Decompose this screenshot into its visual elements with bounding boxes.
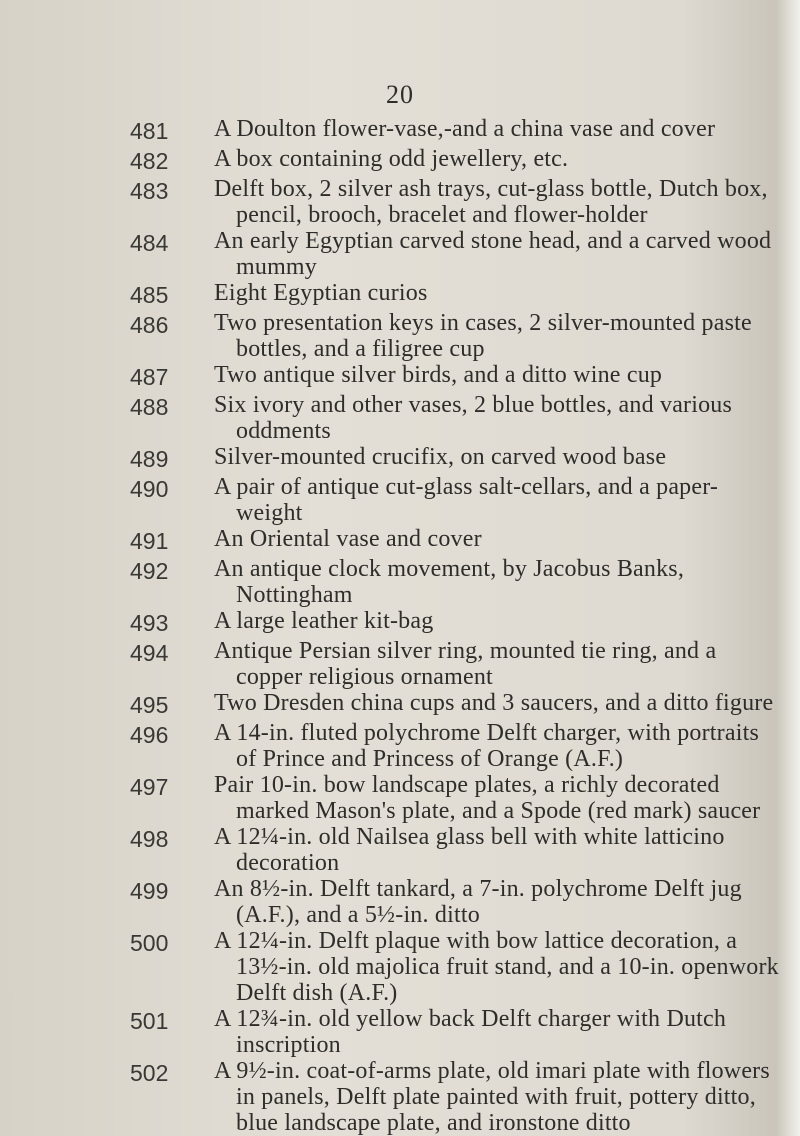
- lot-description-line: A Doulton flower-vase,-and a china vase and cover: [214, 116, 716, 142]
- lot-description-line: A 12¼-in. old Nailsea glass bell with white latticino: [214, 824, 725, 850]
- lot-description-line: mummy: [236, 254, 318, 280]
- lot-number: 489: [130, 446, 169, 472]
- lot-entry: [130, 1058, 790, 1136]
- lot-description-line: An antique clock movement, by Jacobus Banks,: [214, 556, 685, 582]
- lot-description: [214, 928, 790, 1006]
- lot-description: [214, 474, 790, 526]
- lot-number: 502: [130, 1060, 169, 1086]
- lot-entry: [130, 638, 790, 690]
- lot-description: [214, 362, 790, 388]
- lot-description-line: Two presentation keys in cases, 2 silver-mounted paste: [214, 310, 752, 336]
- lot-entry: [130, 772, 790, 824]
- lot-entry: [130, 228, 790, 280]
- lot-description: [214, 444, 790, 470]
- lot-number: 494: [130, 640, 169, 666]
- lot-number: 488: [130, 394, 169, 420]
- lot-number: 481: [130, 118, 169, 144]
- lot-number: 491: [130, 528, 169, 554]
- lot-description-line: Delft box, 2 silver ash trays, cut-glass bottle, Dutch box,: [214, 176, 768, 202]
- lot-entry: [130, 280, 790, 310]
- lot-number: 492: [130, 558, 169, 584]
- lot-list: [130, 116, 790, 1136]
- lot-description: [214, 638, 790, 690]
- lot-description-line: Antique Persian silver ring, mounted tie ring, and a: [214, 638, 717, 664]
- lot-description-line: Nottingham: [236, 582, 353, 608]
- lot-description-line: A 14-in. fluted polychrome Delft charger, with portraits: [214, 720, 759, 746]
- lot-entry: [130, 116, 790, 146]
- lot-description-line: in panels, Delft plate painted with fruit, pottery ditto,: [236, 1084, 756, 1110]
- lot-description: [214, 310, 790, 362]
- lot-entry: [130, 444, 790, 474]
- lot-description: [214, 176, 790, 228]
- lot-number: 498: [130, 826, 169, 852]
- lot-description-line: Six ivory and other vases, 2 blue bottles, and various: [214, 392, 733, 418]
- lot-description-line: Two antique silver birds, and a ditto wine cup: [214, 362, 663, 388]
- lot-number: 496: [130, 722, 169, 748]
- lot-description-line: weight: [236, 500, 303, 526]
- lot-description-line: A 12¾-in. old yellow back Delft charger with Dutch: [214, 1006, 727, 1032]
- lot-description: [214, 772, 790, 824]
- lot-entry: [130, 392, 790, 444]
- lot-description-line: blue landscape plate, and ironstone ditto: [236, 1110, 631, 1136]
- lot-description-line: A box containing odd jewellery, etc.: [214, 146, 569, 172]
- lot-entry: [130, 720, 790, 772]
- page-number: 20: [386, 80, 414, 109]
- lot-description-line: pencil, brooch, bracelet and flower-holder: [236, 202, 648, 228]
- lot-number: 482: [130, 148, 169, 174]
- lot-entry: [130, 876, 790, 928]
- lot-description-line: Silver-mounted crucifix, on carved wood base: [214, 444, 667, 470]
- lot-entry: [130, 1006, 790, 1058]
- lot-description-line: An 8½-in. Delft tankard, a 7-in. polychrome Delft jug: [214, 876, 742, 902]
- lot-description: [214, 392, 790, 444]
- lot-description-line: inscription: [236, 1032, 341, 1058]
- lot-entry: [130, 362, 790, 392]
- lot-entry: [130, 608, 790, 638]
- lot-description-line: marked Mason's plate, and a Spode (red mark) saucer: [236, 798, 761, 824]
- lot-description-line: A 9½-in. coat-of-arms plate, old imari plate with flowers: [214, 1058, 770, 1084]
- lot-description-line: oddments: [236, 418, 331, 444]
- lot-description: [214, 720, 790, 772]
- lot-description: [214, 1058, 790, 1136]
- lot-description-line: A large leather kit-bag: [214, 608, 434, 634]
- lot-description-line: A pair of antique cut-glass salt-cellars, and a paper-: [214, 474, 719, 500]
- lot-description-line: Two Dresden china cups and 3 saucers, and a ditto figure: [214, 690, 774, 716]
- lot-number: 501: [130, 1008, 169, 1034]
- lot-number: 499: [130, 878, 169, 904]
- lot-number: 497: [130, 774, 169, 800]
- lot-description-line: copper religious ornament: [236, 664, 493, 690]
- lot-description-line: An early Egyptian carved stone head, and a carved wood: [214, 228, 772, 254]
- lot-entry: [130, 310, 790, 362]
- lot-number: 486: [130, 312, 169, 338]
- lot-entry: [130, 474, 790, 526]
- lot-number: 490: [130, 476, 169, 502]
- lot-description: [214, 1006, 790, 1058]
- lot-number: 493: [130, 610, 169, 636]
- lot-number: 485: [130, 282, 169, 308]
- lot-description: [214, 876, 790, 928]
- lot-description-line: Delft dish (A.F.): [236, 980, 398, 1006]
- lot-description-line: Pair 10-in. bow landscape plates, a richly decorated: [214, 772, 720, 798]
- lot-description: [214, 228, 790, 280]
- lot-description-line: Eight Egyptian curios: [214, 280, 428, 306]
- lot-description-line: 13½-in. old majolica fruit stand, and a 10-in. openwork: [236, 954, 779, 980]
- lot-description: [214, 608, 790, 634]
- lot-entry: [130, 146, 790, 176]
- lot-number: 484: [130, 230, 169, 256]
- lot-number: 483: [130, 178, 169, 204]
- lot-description-line: A 12¼-in. Delft plaque with bow lattice decoration, a: [214, 928, 738, 954]
- lot-description-line: (A.F.), and a 5½-in. ditto: [236, 902, 480, 928]
- lot-description: [214, 556, 790, 608]
- lot-description-line: An Oriental vase and cover: [214, 526, 482, 552]
- lot-entry: [130, 824, 790, 876]
- lot-description-line: of Prince and Princess of Orange (A.F.): [236, 746, 624, 772]
- lot-number: 487: [130, 364, 169, 390]
- lot-description: [214, 146, 790, 172]
- lot-entry: [130, 526, 790, 556]
- lot-entry: [130, 556, 790, 608]
- lot-description: [214, 526, 790, 552]
- lot-entry: [130, 690, 790, 720]
- lot-entry: [130, 176, 790, 228]
- lot-description: [214, 690, 790, 716]
- lot-entry: [130, 928, 790, 1006]
- lot-number: 500: [130, 930, 169, 956]
- lot-number: 495: [130, 692, 169, 718]
- lot-description: [214, 824, 790, 876]
- lot-description: [214, 116, 790, 142]
- lot-description-line: decoration: [236, 850, 340, 876]
- lot-description: [214, 280, 790, 306]
- lot-description-line: bottles, and a filigree cup: [236, 336, 485, 362]
